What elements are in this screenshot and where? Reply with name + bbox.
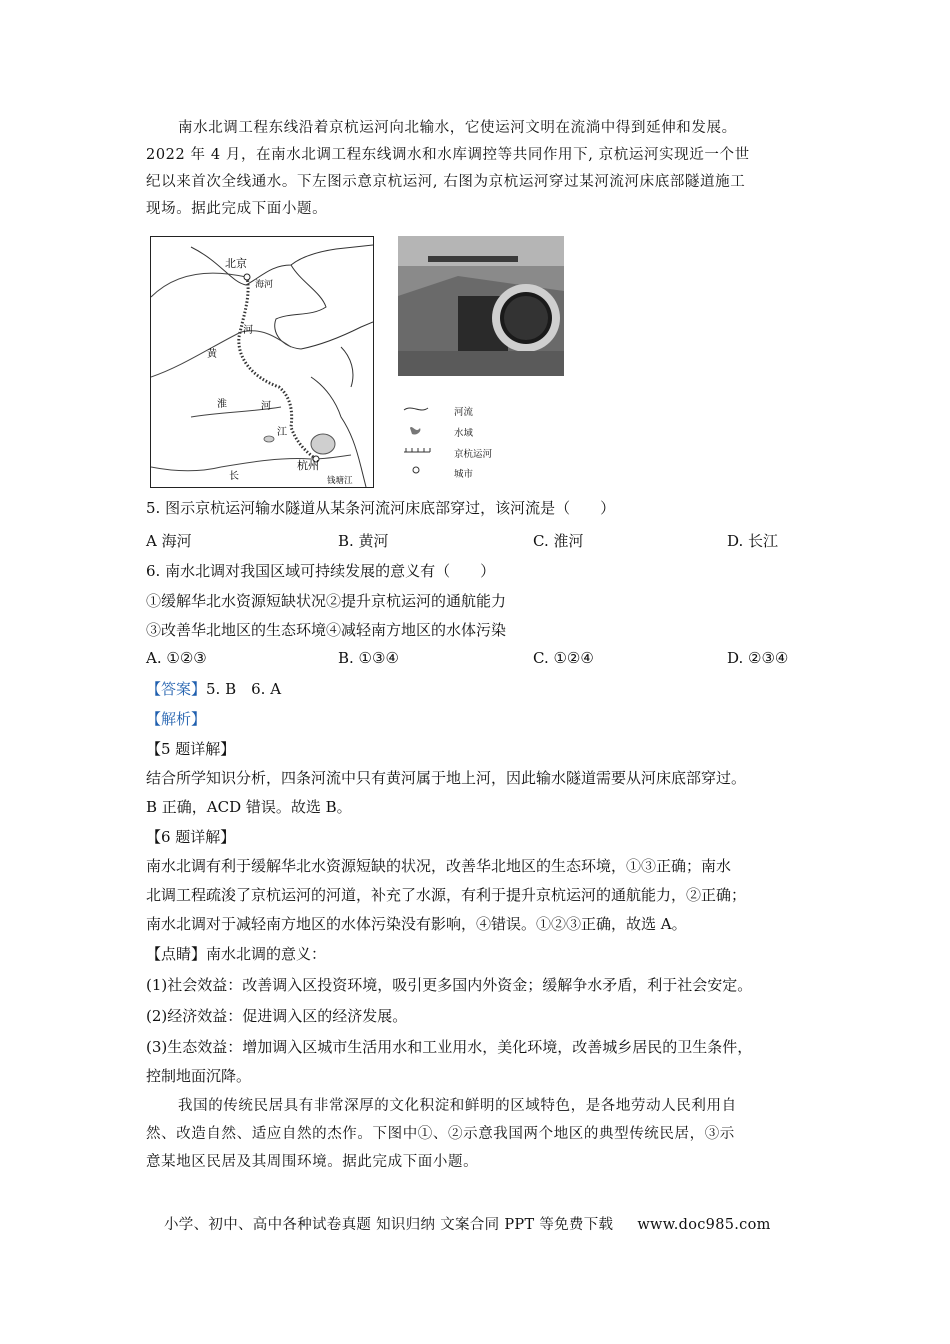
q5-option-b: B. 黄河 [338, 532, 389, 550]
detail-5-line-1: 结合所学知识分析，四条河流中只有黄河属于地上河，因此输水隧道需要从河床底部穿过。 [146, 769, 747, 787]
tunnel-photo-drawing [398, 236, 564, 376]
detail-6-title: 【6 题详解】 [146, 828, 236, 846]
legend-water-symbol [410, 427, 420, 435]
page-footer [164, 1213, 771, 1234]
grand-canal-map [150, 236, 374, 488]
map-label-beijing: 北京 [225, 257, 247, 270]
q5-option-c: C. 淮河 [533, 532, 584, 550]
map-label-huai: 淮 [217, 399, 227, 410]
analysis-tag: 【解析】 [146, 710, 207, 728]
detail-5-title: 【5 题详解】 [146, 740, 236, 758]
tip-point-2: (2)经济效益：促进调入区的经济发展。 [146, 1007, 408, 1025]
q6-option-d: D. ②③④ [727, 649, 789, 667]
map-label-jiang: 江 [277, 427, 287, 438]
tip-title: 【点睛】南水北调的意义： [146, 945, 327, 963]
answer-tag: 【答案】 [146, 680, 207, 698]
footer-url[interactable]: www.doc985.com [637, 1217, 771, 1233]
q6-option-b: B. ①③④ [338, 649, 399, 667]
detail-5-line-2: B 正确，ACD 错误。故选 B。 [146, 798, 352, 816]
answer-text: 5. B 6. A [206, 680, 282, 698]
answer-line [146, 679, 281, 699]
q6-statements-1: ①缓解华北水资源短缺状况②提升京杭运河的通航能力 [146, 592, 507, 610]
map-label-qiantang: 钱塘江 [327, 476, 353, 486]
map-drawing [151, 237, 373, 487]
legend-symbols [402, 402, 442, 482]
map-label-huang: 黄 [207, 349, 217, 360]
q5-option-d: D. 长江 [727, 532, 779, 550]
q5-option-a: A 海河 [146, 532, 192, 550]
tip-point-4: 控制地面沉降。 [146, 1067, 252, 1085]
map-label-he-2: 河 [261, 401, 271, 412]
map-label-haihe: 海河 [255, 280, 274, 290]
q6-option-c: C. ①②④ [533, 649, 594, 667]
intro-line-2: 2022 年 4 月，在南水北调工程东线调水和水库调控等共同作用下, 京杭运河实现近一个世 [146, 147, 750, 163]
map-label-hangzhou: 杭州 [297, 459, 319, 472]
intro2-line-1: 我国的传统民居具有非常深厚的文化积淀和鲜明的区域特色，是各地劳动人民利用自 [178, 1098, 737, 1114]
legend-water: 水域 [454, 428, 474, 439]
map-label-he-1: 河 [243, 325, 253, 336]
intro-line-3: 纪以来首次全线通水。下左图示意京杭运河, 右图为京杭运河穿过某河流河床底部隧道施工 [146, 174, 746, 190]
q6-stem: 6. 南水北调对我国区域可持续发展的意义有（ ） [146, 562, 496, 580]
detail-6-line-3: 南水北调对于减轻南方地区的水体污染没有影响，④错误。①②③正确，故选 A。 [146, 915, 687, 933]
legend-city-symbol [413, 467, 419, 473]
legend-river-symbol [404, 408, 428, 410]
legend-city: 城市 [454, 469, 474, 480]
legend-canal: 京杭运河 [454, 449, 493, 460]
intro2-line-2: 然、改造自然、适应自然的杰作。下图中①、②示意我国两个地区的典型传统民居，③示 [146, 1126, 735, 1142]
map-label-chang: 长 [229, 471, 239, 482]
tip-point-1: (1)社会效益：改善调入区投资环境，吸引更多国内外资金；缓解争水矛盾，利于社会安定。 [146, 976, 753, 994]
q6-statements-2: ③改善华北地区的生态环境④减轻南方地区的水体污染 [146, 621, 507, 639]
tip-point-3: (3)生态效益：增加调入区城市生活用水和工业用水，美化环境，改善城乡居民的卫生条件， [146, 1038, 753, 1056]
intro2-line-3: 意某地区民居及其周围环境。据此完成下面小题。 [146, 1154, 479, 1170]
footer-text: 小学、初中、高中各种试卷真题 知识归纳 文案合同 PPT 等免费下载 [164, 1217, 614, 1233]
q5-stem: 5. 图示京杭运河输水隧道从某条河流河床底部穿过，该河流是（ ） [146, 499, 616, 517]
intro-line-4: 现场。据此完成下面小题。 [146, 201, 328, 217]
tunnel-construction-photo [398, 236, 564, 376]
detail-6-line-2: 北调工程疏浚了京杭运河的河道，补充了水源，有利于提升京杭运河的通航能力，②正确； [146, 886, 747, 904]
intro-line-1: 南水北调工程东线沿着京杭运河向北输水，它使运河文明在流淌中得到延伸和发展。 [178, 120, 737, 136]
legend-canal-symbol [404, 448, 430, 452]
detail-6-line-1: 南水北调有利于缓解华北水资源短缺的状况，改善华北地区的生态环境，①③正确；南水 [146, 857, 732, 875]
legend-river: 河流 [454, 407, 474, 418]
q6-option-a: A. ①②③ [146, 649, 207, 667]
